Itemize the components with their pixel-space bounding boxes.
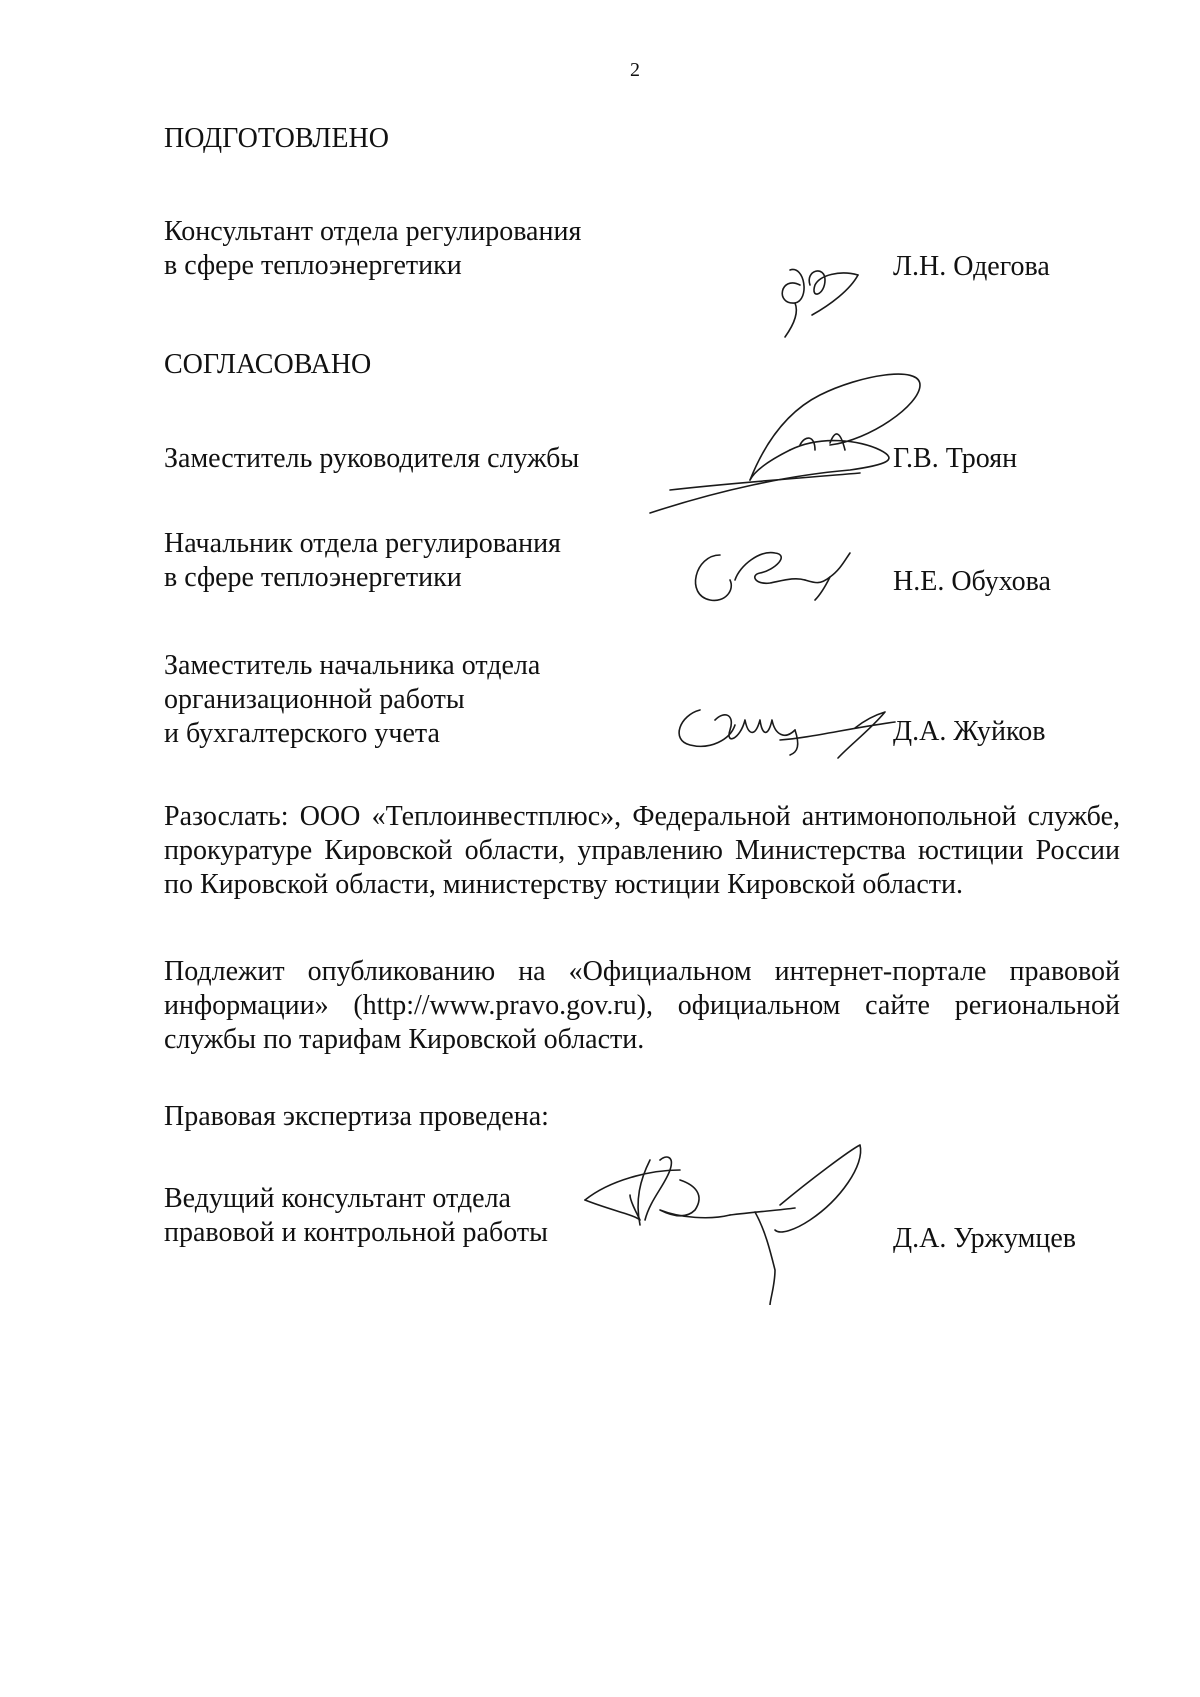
signatory-name: Г.В. Троян (893, 443, 1018, 474)
legal-review-statement: Правовая экспертиза проведена: (164, 1101, 549, 1132)
legal-review-position (164, 1182, 548, 1250)
distribution-paragraph: Разослать: ООО «Теплоинвестплюс», Федеральной антимонопольной службе, прокуратуре Кировской области, управлению Министерства юстиции России по Кировской области, министерству юстиции Кировской области. (164, 801, 1120, 900)
position-line: Заместитель начальника отдела (164, 650, 541, 681)
signatory-position (164, 442, 579, 476)
position-line: и бухгалтерского учета (164, 718, 440, 749)
prepared-heading: ПОДГОТОВЛЕНО (164, 123, 389, 154)
signatory-position (164, 649, 540, 751)
position-line: Консультант отдела регулирования (164, 216, 582, 247)
signature-obukhova (680, 525, 860, 615)
position-line: организационной работы (164, 684, 465, 715)
signatory-name: Н.Е. Обухова (893, 566, 1051, 597)
prepared-position (164, 215, 581, 283)
signature-urzhumtsev (580, 1140, 880, 1305)
signatory-position (164, 527, 561, 595)
page-number: 2 (630, 59, 640, 81)
signatory-name: Д.А. Жуйков (893, 716, 1046, 747)
signature-odegova (770, 245, 880, 345)
signatory-name: Л.Н. Одегова (893, 251, 1050, 282)
position-line: в сфере теплоэнергетики (164, 250, 462, 281)
position-line: Заместитель руководителя службы (164, 443, 580, 474)
signatory-name: Д.А. Уржумцев (893, 1223, 1077, 1254)
position-line: в сфере теплоэнергетики (164, 562, 462, 593)
signature-troyan (640, 355, 930, 520)
signature-zhuykov (670, 690, 900, 765)
publication-paragraph: Подлежит опубликованию на «Официальном интернет-портале правовой информации» (http://www.pravo.gov.ru), официальном сайте региональной службы по тарифам Кировской области. (164, 956, 1120, 1055)
position-line: Начальник отдела регулирования (164, 528, 561, 559)
position-line: Ведущий консультант отдела (164, 1183, 511, 1214)
agreed-heading: СОГЛАСОВАНО (164, 349, 372, 380)
position-line: правовой и контрольной работы (164, 1217, 548, 1248)
